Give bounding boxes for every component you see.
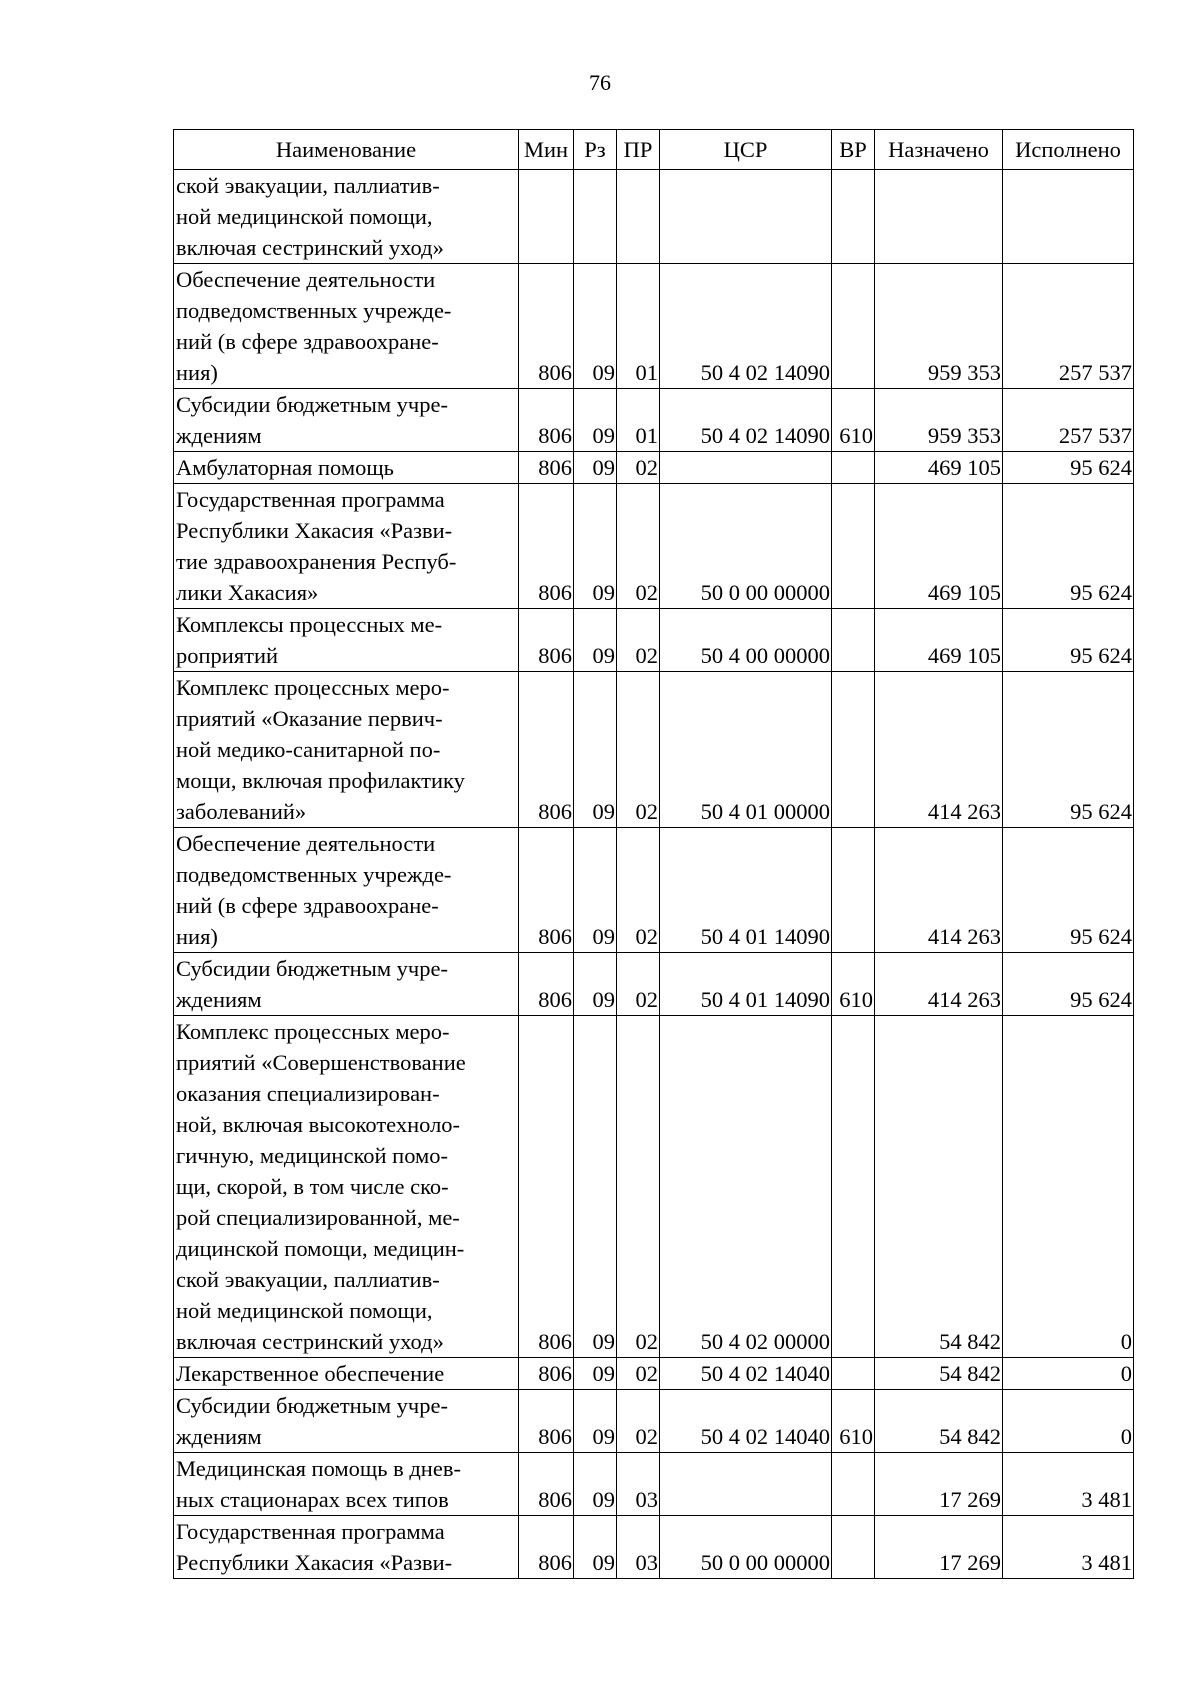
cell-naznacheno: 54 842 bbox=[875, 1016, 1003, 1358]
cell-ispolneno bbox=[1003, 170, 1134, 264]
cell-ispolneno: 257 537 bbox=[1003, 264, 1134, 389]
cell-min: 806 bbox=[519, 1390, 574, 1453]
cell-ispolneno: 0 bbox=[1003, 1358, 1134, 1390]
cell-vr bbox=[832, 484, 875, 609]
cell-rz: 09 bbox=[574, 484, 617, 609]
cell-min: 806 bbox=[519, 452, 574, 484]
cell-name: Обеспечение деятельности подведомственных учрежде- ний (в сфере здравоохране- ния) bbox=[174, 264, 519, 389]
cell-pr: 03 bbox=[617, 1516, 660, 1579]
budget-table bbox=[173, 129, 1134, 1579]
table-row bbox=[174, 609, 1134, 672]
cell-naznacheno: 17 269 bbox=[875, 1516, 1003, 1579]
cell-csr: 50 4 02 14040 bbox=[660, 1358, 832, 1390]
cell-rz: 09 bbox=[574, 452, 617, 484]
cell-pr: 03 bbox=[617, 1453, 660, 1516]
cell-name: Государственная программа Республики Хакасия «Разви- тие здравоохранения Респуб- лики Хакасия» bbox=[174, 484, 519, 609]
cell-min: 806 bbox=[519, 1358, 574, 1390]
header-naznacheno: Назначено bbox=[875, 130, 1003, 170]
cell-min: 806 bbox=[519, 264, 574, 389]
cell-ispolneno: 95 624 bbox=[1003, 828, 1134, 953]
cell-naznacheno: 959 353 bbox=[875, 389, 1003, 452]
cell-min bbox=[519, 170, 574, 264]
table-row bbox=[174, 672, 1134, 828]
table-header-row bbox=[174, 130, 1134, 170]
cell-naznacheno: 54 842 bbox=[875, 1390, 1003, 1453]
cell-ispolneno: 0 bbox=[1003, 1390, 1134, 1453]
table-body bbox=[174, 170, 1134, 1579]
cell-vr bbox=[832, 1358, 875, 1390]
cell-csr bbox=[660, 452, 832, 484]
cell-name: Субсидии бюджетным учре- ждениям bbox=[174, 1390, 519, 1453]
cell-pr: 02 bbox=[617, 953, 660, 1016]
cell-name: Комплекс процессных меро- приятий «Совершенствование оказания специализирован- ной, включая высокотехноло- гичную, медицинской помо- щи, скорой, в том числе ско- рой специализированной, ме- дицинской помощи, медицин- ской эвакуации, паллиатив- ной медицинской помощи, включая сестринский уход» bbox=[174, 1016, 519, 1358]
header-csr: ЦСР bbox=[660, 130, 832, 170]
cell-min: 806 bbox=[519, 609, 574, 672]
cell-pr: 02 bbox=[617, 1358, 660, 1390]
cell-csr: 50 4 02 00000 bbox=[660, 1016, 832, 1358]
cell-csr: 50 4 00 00000 bbox=[660, 609, 832, 672]
cell-ispolneno: 95 624 bbox=[1003, 953, 1134, 1016]
cell-pr: 02 bbox=[617, 452, 660, 484]
header-pr: ПР bbox=[617, 130, 660, 170]
cell-rz: 09 bbox=[574, 1516, 617, 1579]
table-row bbox=[174, 264, 1134, 389]
cell-ispolneno: 95 624 bbox=[1003, 484, 1134, 609]
cell-csr bbox=[660, 170, 832, 264]
cell-csr: 50 4 02 14090 bbox=[660, 264, 832, 389]
table-row bbox=[174, 1358, 1134, 1390]
cell-ispolneno: 257 537 bbox=[1003, 389, 1134, 452]
table-row bbox=[174, 1016, 1134, 1358]
table-row bbox=[174, 389, 1134, 452]
cell-csr: 50 4 01 14090 bbox=[660, 953, 832, 1016]
cell-naznacheno: 54 842 bbox=[875, 1358, 1003, 1390]
cell-min: 806 bbox=[519, 389, 574, 452]
cell-csr: 50 0 00 00000 bbox=[660, 1516, 832, 1579]
cell-min: 806 bbox=[519, 953, 574, 1016]
cell-pr: 01 bbox=[617, 389, 660, 452]
table-row bbox=[174, 1453, 1134, 1516]
cell-rz: 09 bbox=[574, 1453, 617, 1516]
cell-rz: 09 bbox=[574, 264, 617, 389]
cell-naznacheno: 959 353 bbox=[875, 264, 1003, 389]
cell-rz bbox=[574, 170, 617, 264]
cell-ispolneno: 3 481 bbox=[1003, 1453, 1134, 1516]
cell-vr bbox=[832, 170, 875, 264]
cell-pr: 02 bbox=[617, 672, 660, 828]
cell-min: 806 bbox=[519, 1016, 574, 1358]
header-ispolneno: Исполнено bbox=[1003, 130, 1134, 170]
header-vr: ВР bbox=[832, 130, 875, 170]
table-row bbox=[174, 828, 1134, 953]
cell-name: Комплекс процессных меро- приятий «Оказание первич- ной медико-санитарной по- мощи, включая профилактику заболеваний» bbox=[174, 672, 519, 828]
cell-csr: 50 4 01 14090 bbox=[660, 828, 832, 953]
cell-rz: 09 bbox=[574, 1358, 617, 1390]
cell-vr: 610 bbox=[832, 389, 875, 452]
cell-pr: 02 bbox=[617, 609, 660, 672]
header-min: Мин bbox=[519, 130, 574, 170]
table-row bbox=[174, 1516, 1134, 1579]
cell-vr bbox=[832, 452, 875, 484]
cell-min: 806 bbox=[519, 672, 574, 828]
table-row bbox=[174, 170, 1134, 264]
cell-rz: 09 bbox=[574, 1016, 617, 1358]
table-row bbox=[174, 484, 1134, 609]
table-row bbox=[174, 452, 1134, 484]
cell-ispolneno: 3 481 bbox=[1003, 1516, 1134, 1579]
cell-naznacheno: 414 263 bbox=[875, 828, 1003, 953]
cell-name: Субсидии бюджетным учре- ждениям bbox=[174, 953, 519, 1016]
cell-rz: 09 bbox=[574, 609, 617, 672]
cell-name: Медицинская помощь в днев- ных стационарах всех типов bbox=[174, 1453, 519, 1516]
header-name: Наименование bbox=[174, 130, 519, 170]
cell-pr: 02 bbox=[617, 1390, 660, 1453]
table-row bbox=[174, 953, 1134, 1016]
cell-naznacheno: 414 263 bbox=[875, 953, 1003, 1016]
cell-name: Комплексы процессных ме- роприятий bbox=[174, 609, 519, 672]
cell-naznacheno: 469 105 bbox=[875, 609, 1003, 672]
cell-csr bbox=[660, 1453, 832, 1516]
cell-ispolneno: 95 624 bbox=[1003, 672, 1134, 828]
cell-pr bbox=[617, 170, 660, 264]
cell-vr: 610 bbox=[832, 1390, 875, 1453]
cell-name: Обеспечение деятельности подведомственных учрежде- ний (в сфере здравоохране- ния) bbox=[174, 828, 519, 953]
cell-rz: 09 bbox=[574, 828, 617, 953]
cell-csr: 50 4 01 00000 bbox=[660, 672, 832, 828]
cell-name: Амбулаторная помощь bbox=[174, 452, 519, 484]
cell-csr: 50 4 02 14090 bbox=[660, 389, 832, 452]
header-rz: Рз bbox=[574, 130, 617, 170]
cell-pr: 02 bbox=[617, 484, 660, 609]
cell-name: Государственная программа Республики Хакасия «Разви- bbox=[174, 1516, 519, 1579]
cell-naznacheno: 17 269 bbox=[875, 1453, 1003, 1516]
cell-rz: 09 bbox=[574, 389, 617, 452]
cell-min: 806 bbox=[519, 1453, 574, 1516]
cell-name: ской эвакуации, паллиатив- ной медицинской помощи, включая сестринский уход» bbox=[174, 170, 519, 264]
cell-vr bbox=[832, 1016, 875, 1358]
cell-vr: 610 bbox=[832, 953, 875, 1016]
cell-naznacheno: 469 105 bbox=[875, 452, 1003, 484]
cell-ispolneno: 0 bbox=[1003, 1016, 1134, 1358]
cell-naznacheno: 469 105 bbox=[875, 484, 1003, 609]
table-row bbox=[174, 1390, 1134, 1453]
cell-csr: 50 0 00 00000 bbox=[660, 484, 832, 609]
cell-vr bbox=[832, 672, 875, 828]
cell-min: 806 bbox=[519, 1516, 574, 1579]
cell-rz: 09 bbox=[574, 953, 617, 1016]
cell-vr bbox=[832, 609, 875, 672]
cell-rz: 09 bbox=[574, 1390, 617, 1453]
page-number: 76 bbox=[589, 70, 611, 95]
cell-naznacheno: 414 263 bbox=[875, 672, 1003, 828]
cell-min: 806 bbox=[519, 484, 574, 609]
cell-rz: 09 bbox=[574, 672, 617, 828]
cell-vr bbox=[832, 1453, 875, 1516]
cell-min: 806 bbox=[519, 828, 574, 953]
cell-ispolneno: 95 624 bbox=[1003, 609, 1134, 672]
cell-vr bbox=[832, 828, 875, 953]
cell-ispolneno: 95 624 bbox=[1003, 452, 1134, 484]
cell-csr: 50 4 02 14040 bbox=[660, 1390, 832, 1453]
cell-naznacheno bbox=[875, 170, 1003, 264]
cell-name: Лекарственное обеспечение bbox=[174, 1358, 519, 1390]
cell-vr bbox=[832, 264, 875, 389]
cell-pr: 02 bbox=[617, 1016, 660, 1358]
cell-vr bbox=[832, 1516, 875, 1579]
cell-name: Субсидии бюджетным учре- ждениям bbox=[174, 389, 519, 452]
cell-pr: 02 bbox=[617, 828, 660, 953]
cell-pr: 01 bbox=[617, 264, 660, 389]
